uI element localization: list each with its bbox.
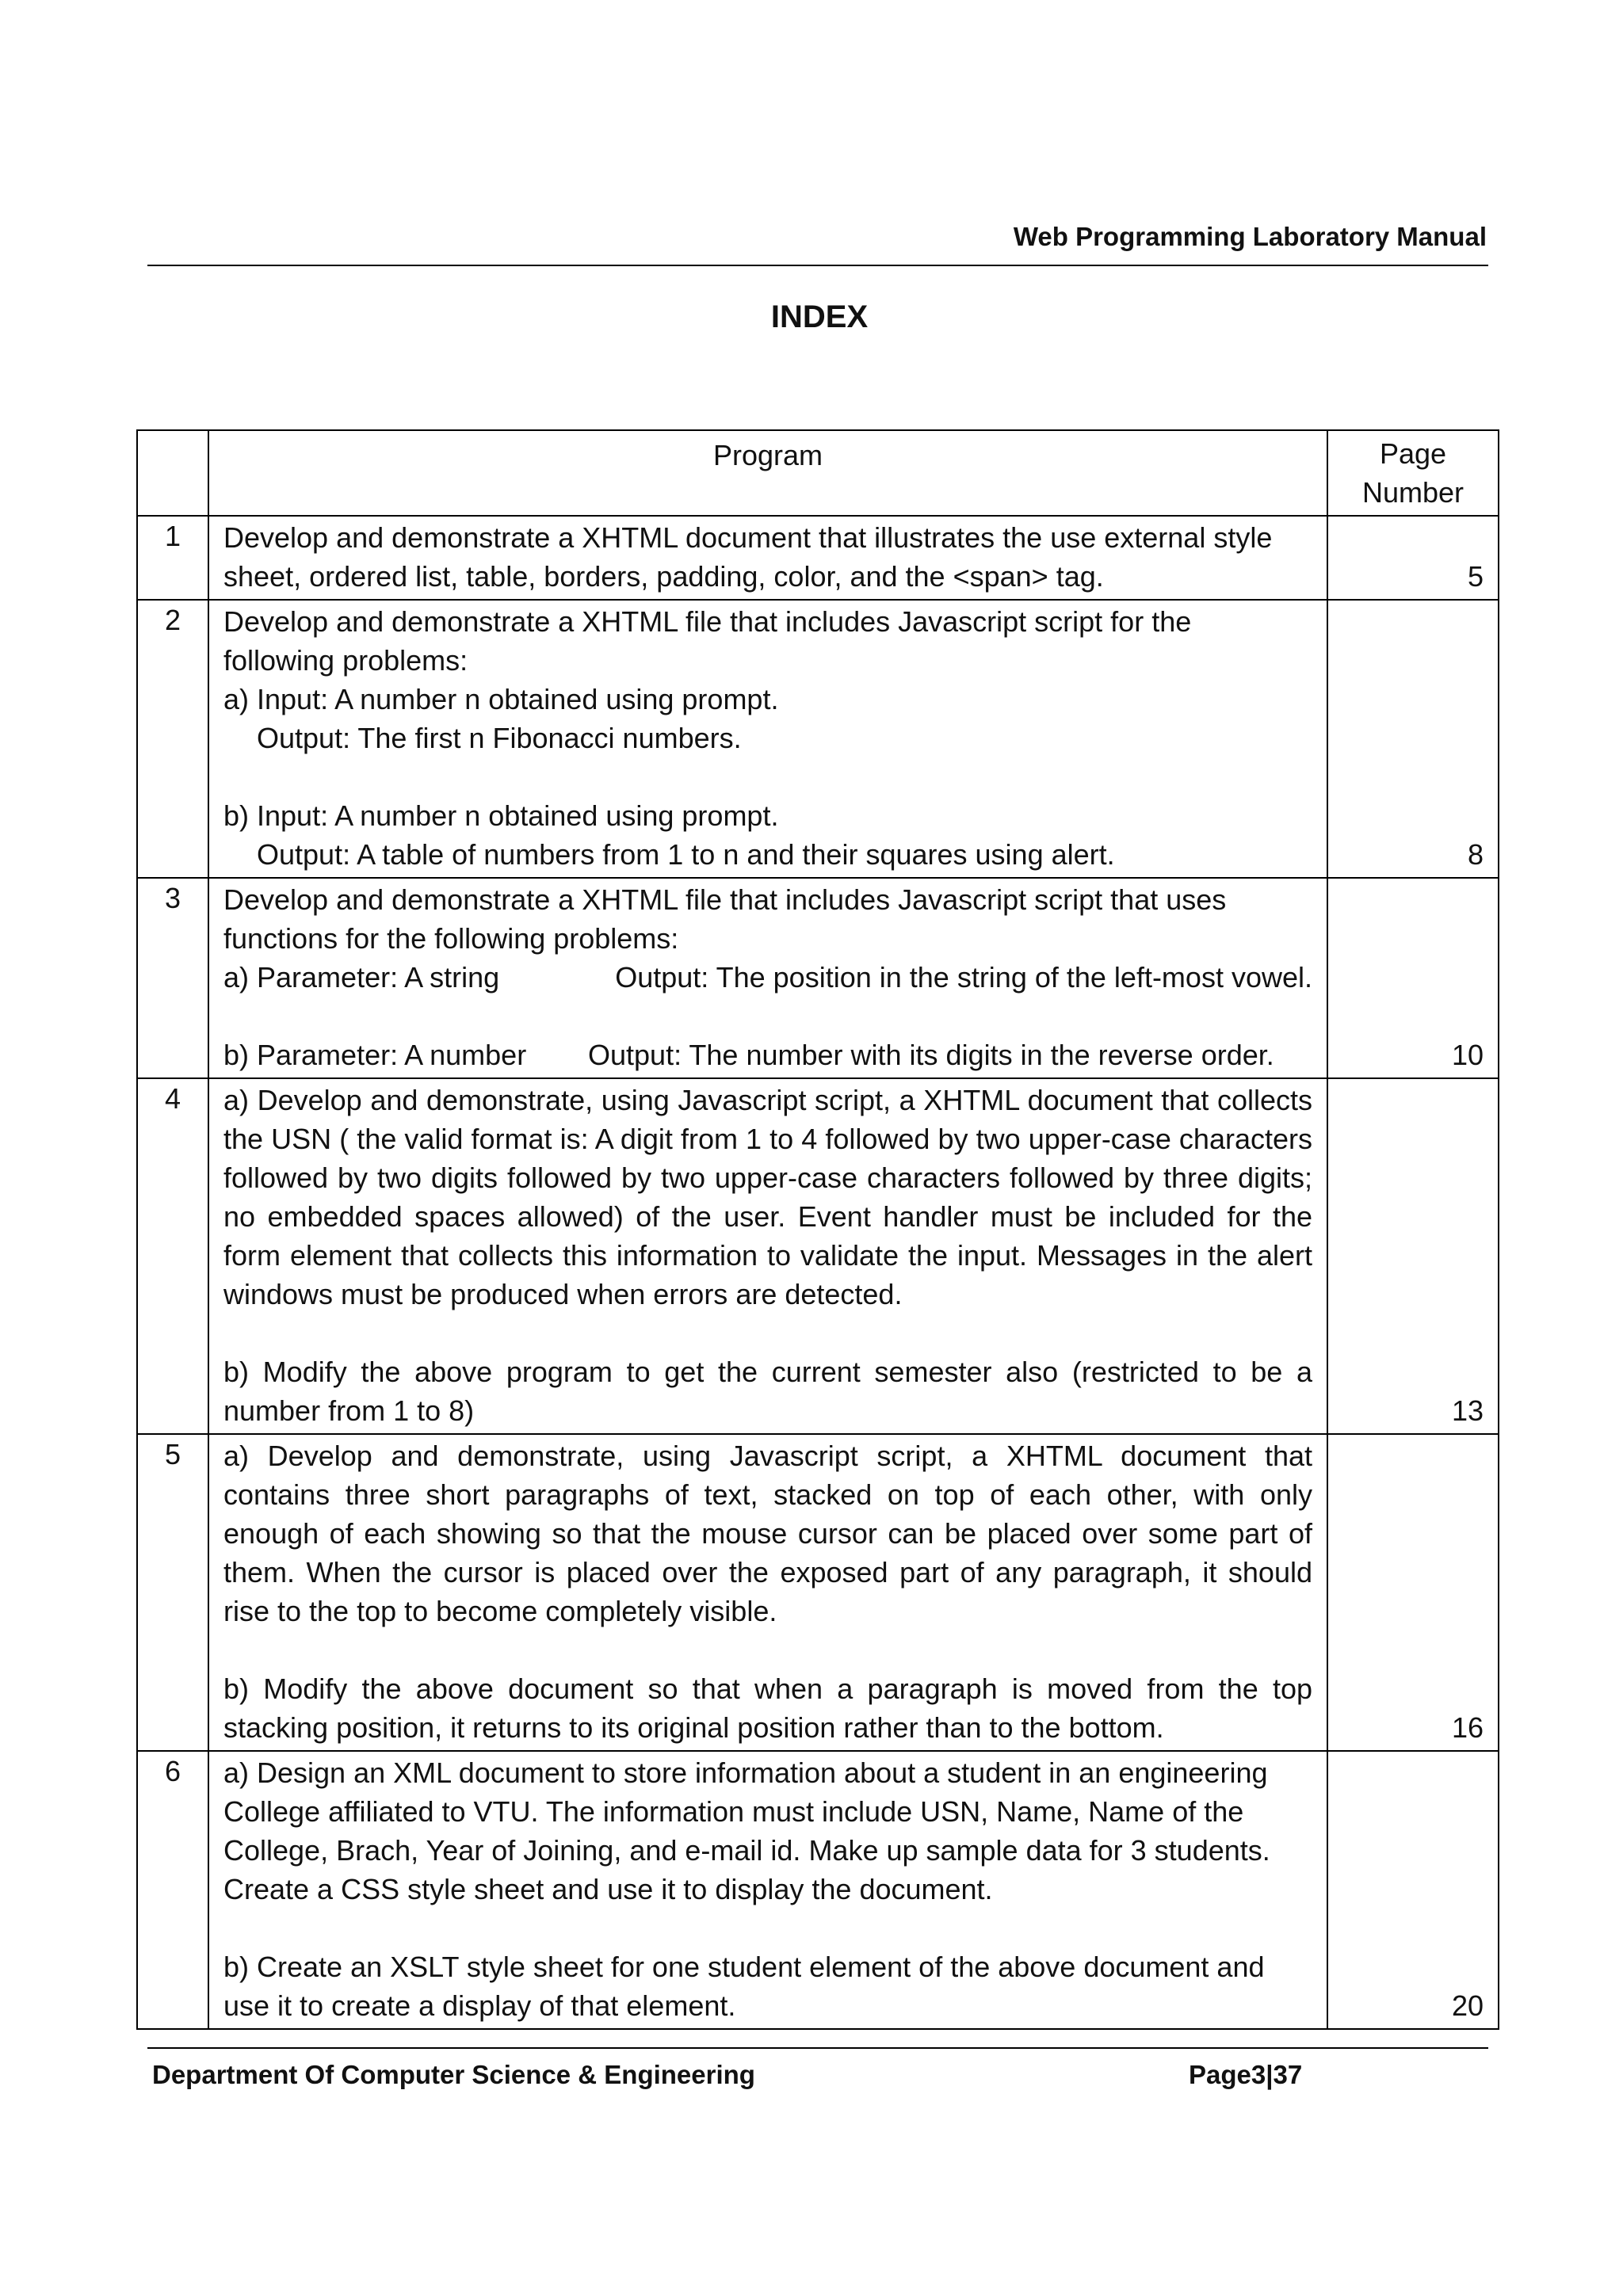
- program-description: [208, 516, 1327, 600]
- table-row: [137, 1751, 1499, 2029]
- program-description: [208, 1751, 1327, 2029]
- program-paragraph: a) Develop and demonstrate, using Javascript script, a XHTML document that collects the USN ( the valid format is: A digit from 1 to 4 followed by two upper-case characters followed by two digits followed by two upper-case characters followed by three digits; no embedded spaces allowed) of the user. Event handler must be included for the form element that collects this information to validate the input. Messages in the alert windows must be produced when errors are detected.: [223, 1084, 1312, 1310]
- header-number-label: Number: [1361, 476, 1465, 509]
- table-row: [137, 1078, 1499, 1434]
- program-description: [208, 1434, 1327, 1751]
- table-row: [137, 1434, 1499, 1751]
- program-line: functions for the following problems:: [223, 922, 679, 955]
- program-line: b) Input: A number n obtained using prompt.: [223, 799, 779, 832]
- program-line: Develop and demonstrate a XHTML file that includes Javascript script that uses: [223, 883, 1227, 916]
- header-page-cell: [1327, 430, 1499, 516]
- table-header-row: [137, 430, 1499, 516]
- header-title: Web Programming Laboratory Manual: [1013, 222, 1487, 251]
- program-line: use it to create a display of that element.: [223, 1989, 736, 2022]
- program-paragraph: a) Develop and demonstrate, using Javascript script, a XHTML document that contains three short paragraphs of text, stacked on top of each other, with only enough of each showing so that the mouse cursor can be placed over some part of them. When the cursor is placed over the exposed part of any paragraph, it should rise to the top to become completely visible.: [223, 1440, 1312, 1627]
- program-line: College affiliated to VTU. The information must include USN, Name, Name of the: [223, 1795, 1244, 1828]
- program-line: [223, 958, 1312, 997]
- index-title: INDEX: [770, 299, 869, 334]
- page-number: 10: [1327, 878, 1499, 1078]
- header-num-cell: [137, 430, 208, 516]
- page-number: 13: [1327, 1078, 1499, 1434]
- page-number: 20: [1327, 1751, 1499, 2029]
- program-line: b) Create an XSLT style sheet for one student element of the above document and: [223, 1951, 1265, 1983]
- program-description: [208, 600, 1327, 878]
- program-line: [223, 1035, 1312, 1074]
- header-page-label: Page: [1379, 437, 1447, 470]
- row-number: 2: [137, 600, 208, 878]
- program-paragraph: b) Modify the above document so that when a paragraph is moved from the top stacking position, it returns to its original position rather than to the bottom.: [223, 1672, 1312, 1744]
- spacer: [223, 1630, 1312, 1669]
- index-table: [136, 429, 1499, 2030]
- footer-rule: [147, 2047, 1488, 2049]
- row-number: 5: [137, 1434, 208, 1751]
- row-number: 1: [137, 516, 208, 600]
- program-line: sheet, ordered list, table, borders, padding, color, and the <span> tag.: [223, 560, 1104, 593]
- footer-department: Department Of Computer Science & Engineering: [152, 2060, 755, 2089]
- spacer: [223, 757, 1312, 796]
- header-program-cell: Program: [208, 430, 1327, 516]
- program-line: Output: A table of numbers from 1 to n and their squares using alert.: [257, 838, 1115, 871]
- spacer: [223, 1909, 1312, 1947]
- table-row: [137, 516, 1499, 600]
- spacer: [223, 997, 1312, 1035]
- program-paragraph: b) Modify the above program to get the current semester also (restricted to be a number from 1 to 8): [223, 1356, 1312, 1427]
- table-row: [137, 878, 1499, 1078]
- program-line: following problems:: [223, 644, 468, 677]
- row-number: 4: [137, 1078, 208, 1434]
- footer-page-number: Page3|37: [1189, 2060, 1303, 2089]
- page-number: 8: [1327, 600, 1499, 878]
- program-line: Create a CSS style sheet and use it to display the document.: [223, 1873, 993, 1905]
- output-label: Output: The number with its digits in the reverse order.: [588, 1039, 1274, 1071]
- program-line: a) Design an XML document to store information about a student in an engineering: [223, 1756, 1268, 1789]
- table-row: [137, 600, 1499, 878]
- page-number: 16: [1327, 1434, 1499, 1751]
- page-number: 5: [1327, 516, 1499, 600]
- parameter-label: a) Parameter: A string: [223, 961, 500, 994]
- program-description: [208, 878, 1327, 1078]
- program-line: Develop and demonstrate a XHTML file that includes Javascript script for the: [223, 605, 1192, 638]
- header-rule: [147, 265, 1488, 266]
- program-description: [208, 1078, 1327, 1434]
- output-label: Output: The position in the string of the left-most vowel.: [615, 961, 1312, 994]
- program-line: Output: The first n Fibonacci numbers.: [257, 722, 742, 754]
- row-number: 6: [137, 1751, 208, 2029]
- spacer: [223, 1314, 1312, 1352]
- parameter-label: b) Parameter: A number: [223, 1039, 527, 1071]
- program-line: a) Input: A number n obtained using prompt.: [223, 683, 779, 715]
- program-line: College, Brach, Year of Joining, and e-mail id. Make up sample data for 3 students.: [223, 1834, 1270, 1867]
- row-number: 3: [137, 878, 208, 1078]
- program-line: Develop and demonstrate a XHTML document that illustrates the use external style: [223, 521, 1273, 554]
